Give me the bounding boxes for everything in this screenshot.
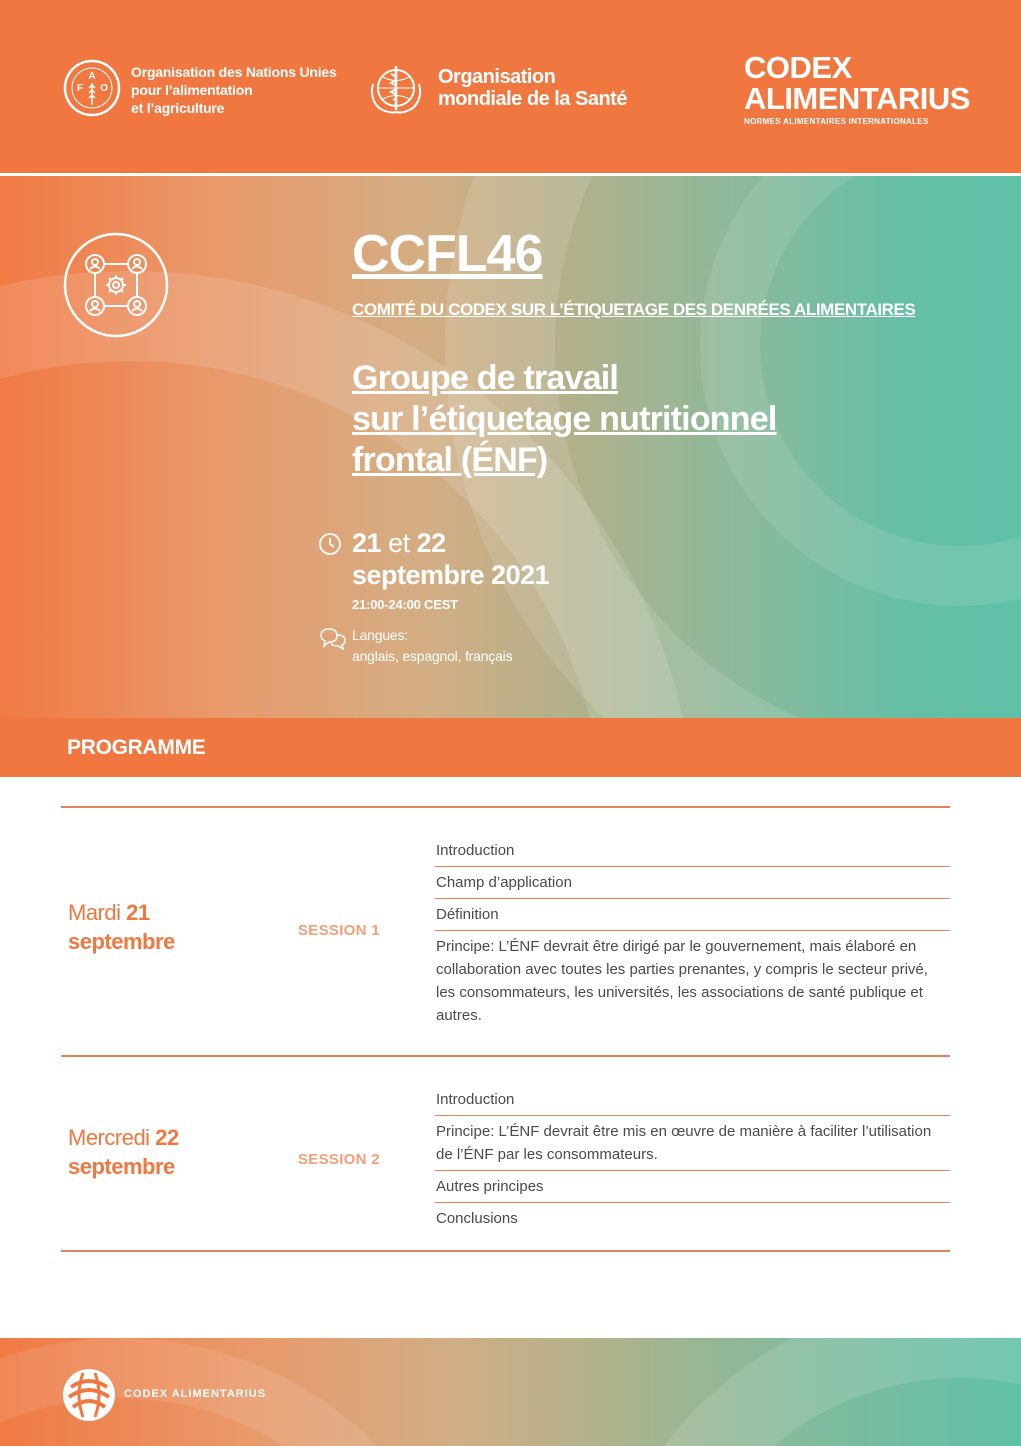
who-emblem-icon	[365, 58, 427, 118]
session-2-day: 22	[155, 1125, 179, 1150]
session-2-date	[68, 1123, 179, 1181]
agenda-item: Principe: L’ÉNF devrait être mis en œuvre de manière à faciliter l’utilisation de l’ÉNF par les consommateurs.	[435, 1116, 950, 1171]
languages-label: Langues:	[352, 627, 409, 643]
working-group-line-3: frontal (ÉNF)	[352, 441, 548, 479]
codex-line-2: ALIMENTARIUS	[744, 81, 970, 116]
session-2-label: SESSION 2	[298, 1151, 380, 1168]
who-line-1: Organisation	[438, 66, 556, 88]
fao-line-3: et l’agriculture	[131, 100, 225, 116]
fao-line-2: pour l’alimentation	[131, 82, 253, 98]
codex-tagline: NORMES ALIMENTAIRES INTERNATIONALES	[744, 117, 929, 126]
day-2: 22	[416, 528, 446, 558]
programme-title: PROGRAMME	[67, 736, 206, 759]
day-1: 21	[352, 528, 382, 558]
footer-brand: CODEX ALIMENTARIUS	[124, 1388, 267, 1400]
fao-name	[131, 63, 337, 117]
session-2-weekday: Mercredi	[68, 1125, 150, 1150]
committee-name: COMITÉ DU CODEX SUR L’ÉTIQUETAGE DES DENRÉES ALIMENTAIRES	[352, 300, 916, 319]
svg-text:A: A	[88, 71, 96, 82]
session-1-label: SESSION 1	[298, 922, 380, 939]
session-2-items	[435, 1084, 950, 1234]
date-connector: et	[388, 528, 410, 558]
who-name	[438, 66, 627, 110]
session-2-month: septembre	[68, 1154, 175, 1179]
working-group-title	[352, 358, 872, 481]
codex-line-1: CODEX	[744, 50, 852, 85]
programme-bar	[0, 718, 1021, 777]
session-1-month: septembre	[68, 929, 175, 954]
session-1-date	[68, 898, 175, 956]
session-1-day: 21	[126, 900, 150, 925]
divider	[61, 1055, 950, 1057]
session-1-weekday: Mardi	[68, 900, 121, 925]
agenda-item: Introduction	[435, 835, 950, 867]
event-month-year: septembre 2021	[352, 560, 550, 590]
agenda-item: Autres principes	[435, 1171, 950, 1203]
network-gear-icon	[62, 231, 170, 339]
agenda-item: Champ d’application	[435, 867, 950, 899]
clock-icon	[318, 532, 342, 556]
svg-text:F: F	[76, 83, 84, 94]
agenda-item: Définition	[435, 899, 950, 931]
agenda-item: Introduction	[435, 1084, 950, 1116]
divider	[61, 1250, 950, 1252]
header-bar	[0, 0, 1021, 173]
event-days	[352, 527, 446, 559]
speech-bubbles-icon	[318, 626, 348, 650]
who-line-2: mondiale de la Santé	[438, 88, 627, 110]
agenda-item: Principe: L’ÉNF devrait être dirigé par le gouvernement, mais élaboré en collaboration avec toutes les parties prenantes, y compris le secteur privé, les consommateurs, les universités, les associations de santé publique et autres.	[436, 938, 928, 1024]
svg-text:O: O	[100, 83, 108, 94]
working-group-line-2: sur l’étiquetage nutritionnel	[352, 400, 777, 438]
fao-line-1: Organisation des Nations Unies	[131, 64, 337, 80]
codex-logo-icon	[61, 1367, 117, 1423]
codex-header-logo	[744, 52, 970, 126]
event-code: CCFL46	[352, 225, 543, 283]
working-group-line-1: Groupe de travail	[352, 359, 619, 397]
agenda-item: Conclusions	[436, 1210, 518, 1227]
fao-emblem-icon	[62, 58, 122, 118]
divider	[61, 806, 950, 808]
event-time: 21:00-24:00 CEST	[352, 597, 458, 612]
session-1-items	[435, 835, 950, 1031]
languages-list: anglais, espagnol, français	[352, 648, 513, 664]
